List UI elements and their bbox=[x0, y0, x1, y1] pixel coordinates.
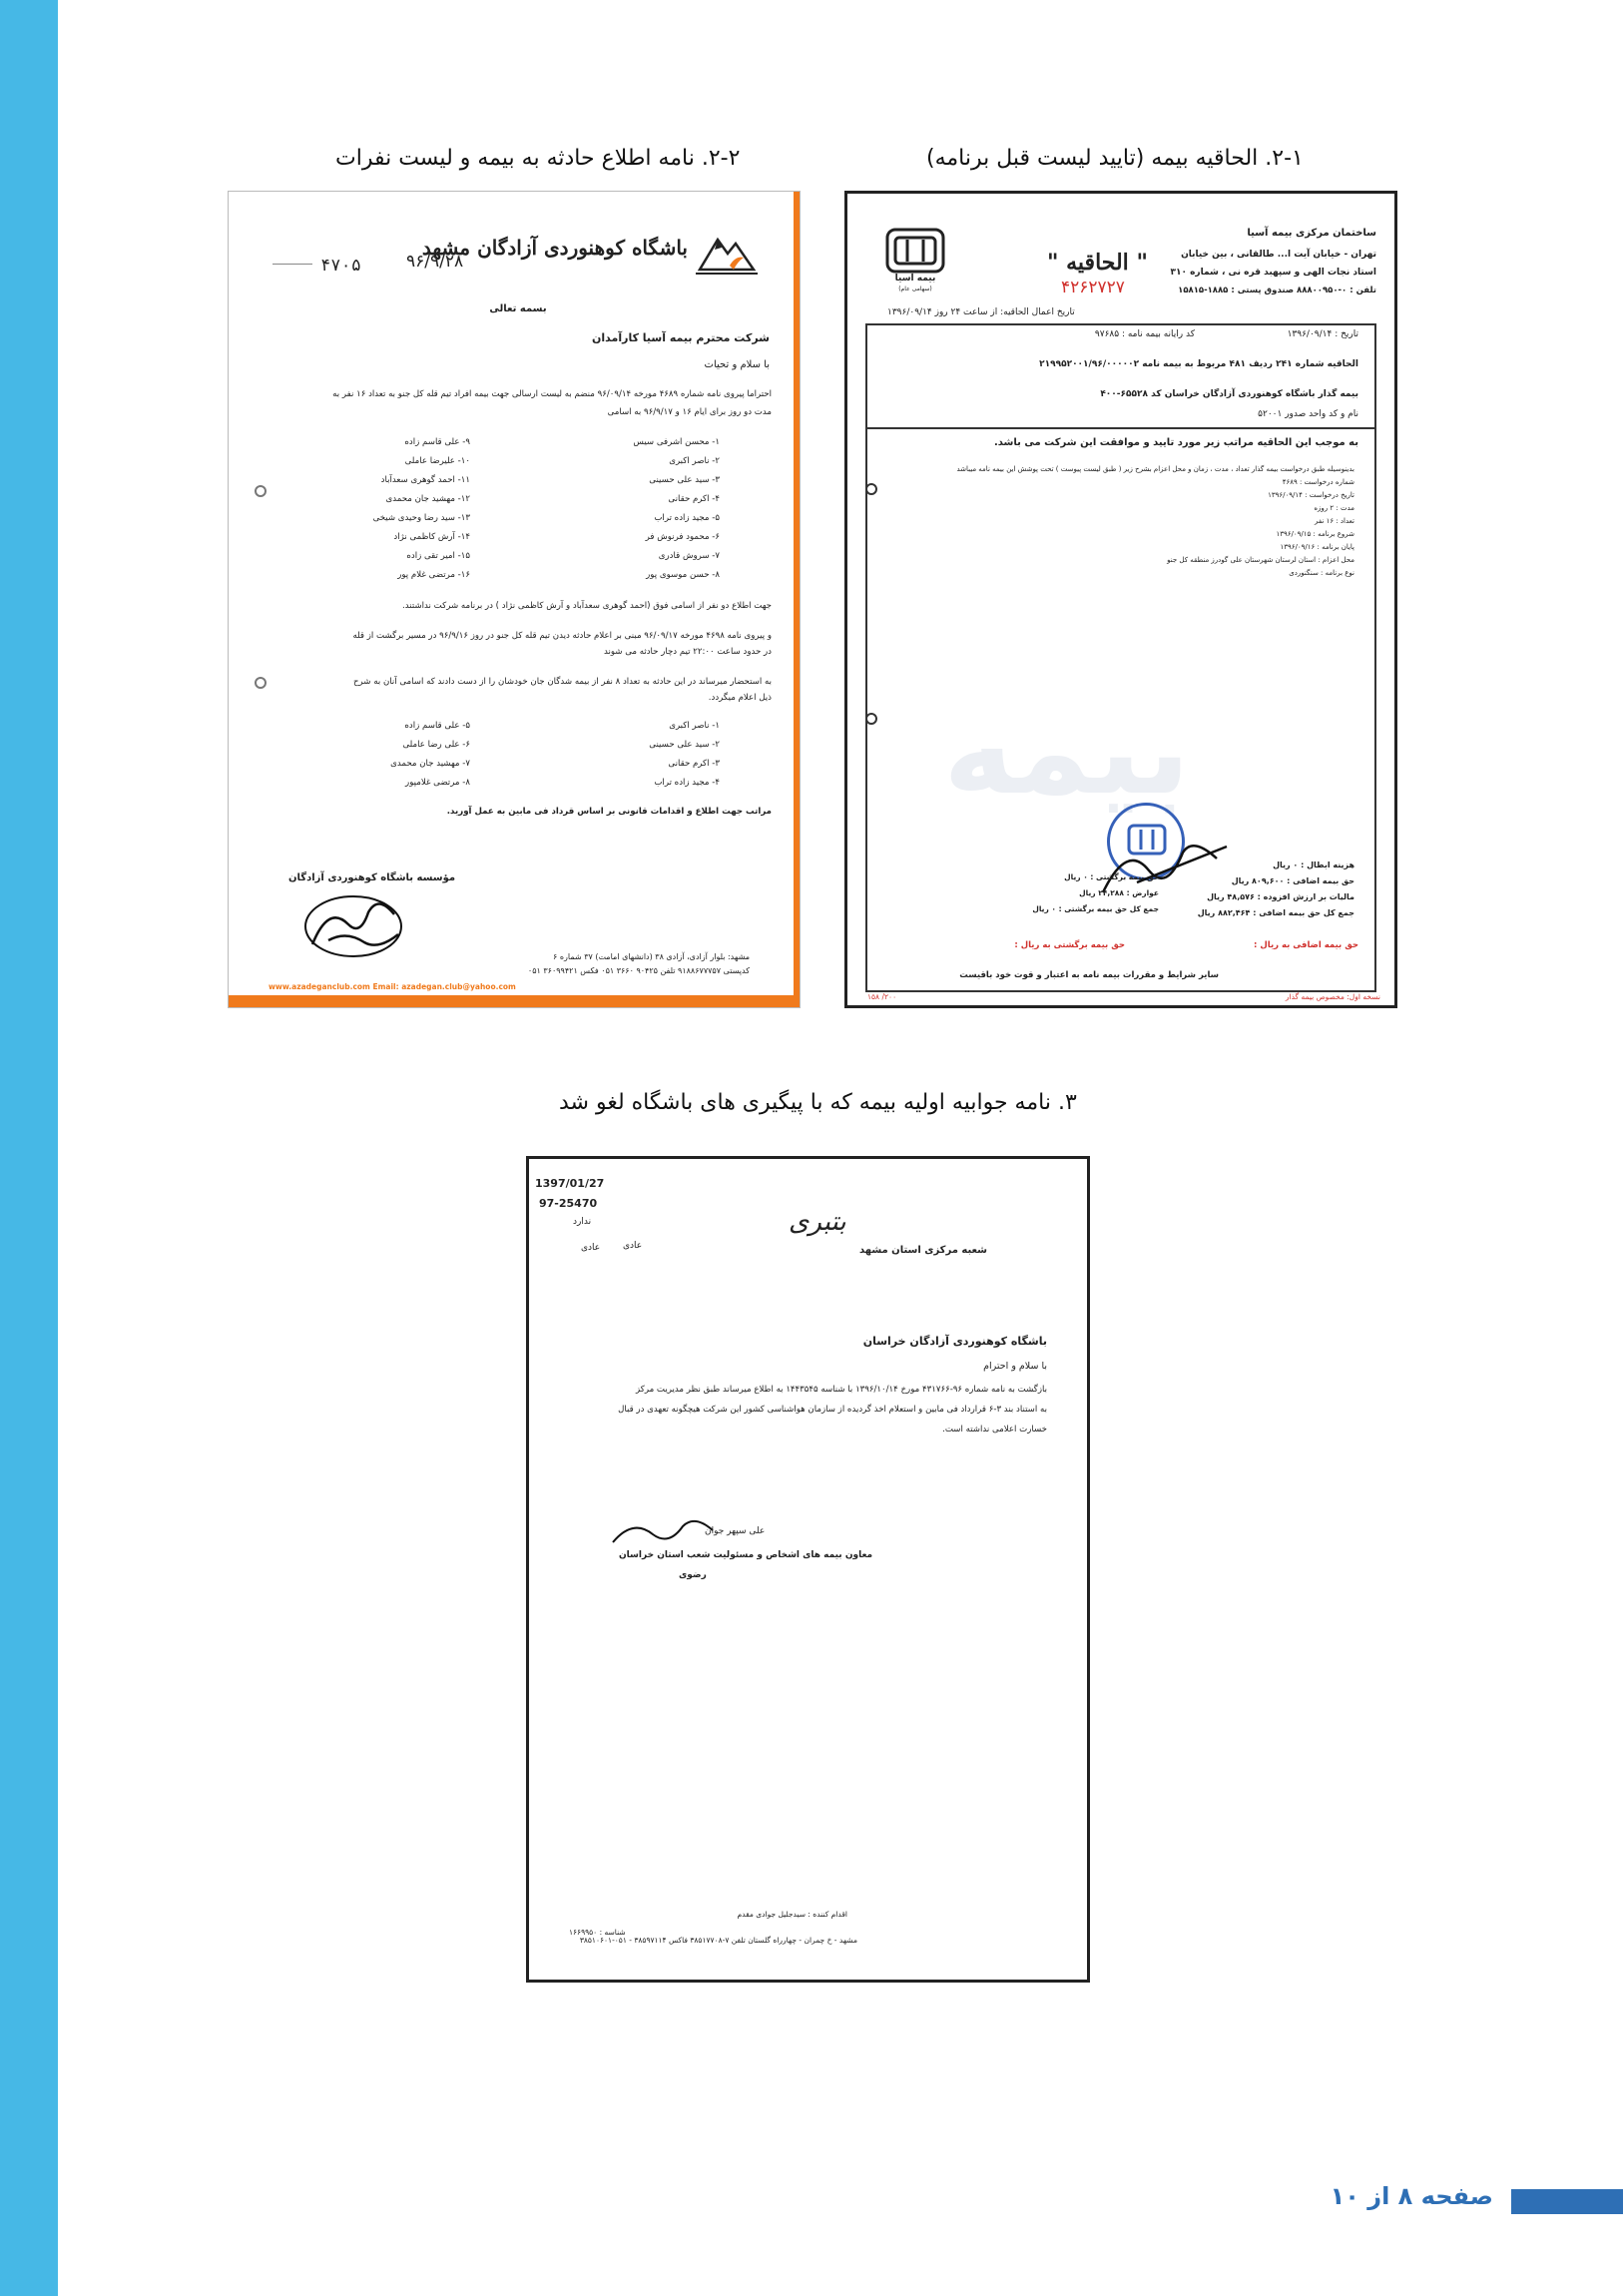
list-item: نوع برنامه : سنگنوردی bbox=[1289, 569, 1354, 577]
copy-note: نسخه اول: مخصوص بیمه گذار bbox=[1285, 992, 1380, 1001]
list-item: ۱۴- آرش کاظمی نژاد bbox=[393, 532, 470, 542]
signer-title-2: رضوی bbox=[679, 1570, 707, 1580]
logo-text: بیمه آسیا bbox=[894, 274, 936, 284]
endorsement-serial: ۴۲۶۲۷۲۷ bbox=[1061, 278, 1125, 297]
reply-id: شناسه : ۱۶۶۹۹۵۰ bbox=[569, 1928, 626, 1937]
reply-body-2: به استناد بند ۳-۶ قرارداد فی مابین و استعلام اخذ گردیده از سازمان هواشناسی کشور این شرکت هیچگونه تعهدی در قبال bbox=[618, 1405, 1047, 1415]
caption-accident-letter: ۲-۲. نامه اطلاع حادثه به بیمه و لیست نفرات bbox=[335, 146, 741, 171]
list-item: ۹- علی قاسم زاده bbox=[404, 437, 470, 447]
footer-address-2: کدپستی ۹۱۸۸۶۷۷۷۵۷ تلفن ۹۰۴۲۵ ۳۶۶۰ ۰۵۱ فکس ۳۶۰۹۹۴۲۱ ۰۵۱ bbox=[527, 966, 750, 975]
reply-body-3: خسارت اعلامی نداشته است. bbox=[942, 1425, 1047, 1435]
footer-web: www.azadeganclub.com Email: azadegan.club@yahoo.com bbox=[269, 982, 516, 991]
asia-insurance-logo-icon bbox=[885, 228, 945, 274]
signer-name: علی سپهر جوان bbox=[705, 1526, 766, 1536]
list-item: ۷- مهشید جان محمدی bbox=[390, 759, 470, 769]
date-rule bbox=[272, 264, 312, 265]
list-item: ۷- سروش قادری bbox=[658, 551, 720, 561]
list-item: ۱۲- مهشید جان محمدی bbox=[385, 494, 470, 504]
punch-hole bbox=[255, 677, 267, 689]
list-item: حق بیمه برگشتی : ۰ ریال bbox=[1064, 872, 1159, 881]
list-item: جمع کل حق بیمه برگشتی : ۰ ریال bbox=[1032, 904, 1159, 913]
list-item: شماره درخواست : ۴۶۸۹ bbox=[1282, 478, 1354, 486]
side-color-bar bbox=[0, 0, 58, 2296]
list-item: عوارض : ۲۴,۲۸۸ ریال bbox=[1079, 888, 1159, 897]
list-item: ۲- ناصر اکبری bbox=[669, 456, 720, 466]
reply-attachment: ندارد bbox=[573, 1217, 592, 1227]
insurer-building: ساختمان مرکزی بیمه آسیا bbox=[1247, 228, 1376, 239]
list-item: حق بیمه اضافی : ۸۰۹,۶۰۰ ریال bbox=[1231, 876, 1354, 885]
form-code: ۲۰۰/ ۱۵۸ bbox=[867, 992, 897, 1001]
list-item: ۴- اکرم حقانی bbox=[668, 494, 720, 504]
terms-line: سایر شرایط و مقررات بیمه نامه به اعتبار و قوت خود باقیست bbox=[959, 970, 1219, 980]
page-number-bar bbox=[1511, 2189, 1623, 2214]
endorsement-title: " الحاقیه " bbox=[1047, 250, 1148, 276]
list-item: ۱- ناصر اکبری bbox=[669, 721, 720, 731]
paragraph-4-line-1: به استحضار میرساند در این حادثه به تعداد ۸ نفر از بیمه شدگان جان خودشان را از دست دادند که اسامی آنان به شرح bbox=[353, 677, 772, 687]
list-item: مدت : ۲ روزه bbox=[1314, 504, 1354, 512]
endorsement-number-row: الحاقیه شماره ۲۴۱ ردیف ۴۸۱ مربوط به بیمه نامه ۲۱۹۹۵۲۰۰۱/۹۶/۰۰۰۰۰۲ bbox=[1039, 359, 1358, 369]
punch-hole bbox=[865, 483, 877, 495]
signature-stamp bbox=[298, 884, 408, 964]
list-item: ۸- مرتضی غلامپور bbox=[405, 778, 470, 788]
list-item: ۳- سید علی حسینی bbox=[649, 475, 720, 485]
insurer-watermark: بیمه bbox=[943, 683, 1191, 822]
list-item: ۲- سید علی حسینی bbox=[649, 740, 720, 750]
reply-branch: شعبه مرکزی استان مشهد bbox=[858, 1245, 987, 1256]
insurer-logo bbox=[885, 228, 945, 297]
reply-greeting: با سلام و احترام bbox=[983, 1361, 1047, 1372]
list-item: ۱- محسن اشرفی سیس bbox=[633, 437, 720, 447]
logo-subtext: (سهامی عام) bbox=[898, 286, 932, 292]
punch-hole bbox=[255, 485, 267, 497]
addressee: شرکت محترم بیمه آسیا کارآمدان bbox=[592, 331, 770, 344]
issue-date: تاریخ : ۱۳۹۶/۰۹/۱۴ bbox=[1287, 329, 1358, 339]
list-item: ۸- حسن موسوی پور bbox=[646, 570, 720, 580]
list-item: ۶- محمود فرنوش فر bbox=[645, 532, 720, 542]
list-item: ۱۵- امیر تقی زاده bbox=[406, 551, 470, 561]
list-item: محل اعزام : استان لرستان شهرستان علی گودرز منطقه کل جنو bbox=[1167, 556, 1354, 564]
footer-address-1: مشهد: بلوار آزادی، آزادی ۳۸ (دانشهای امامت) ۳۷ شماره ۶ bbox=[552, 952, 750, 961]
paragraph-3-line-1: و پیروی نامه ۴۶۹۸ مورخه ۹۶/۰۹/۱۷ مبنی بر اعلام حادثه دیدن تیم قله کل جنو در روز ۹۶/۹/۱۶ در مسیر برگشت از قله bbox=[352, 631, 772, 641]
list-item: ۳- اکرم حقانی bbox=[668, 759, 720, 769]
letter-date: ۹۶/۹/۲۸ bbox=[406, 252, 464, 272]
invocation: بسمه تعالی bbox=[489, 303, 547, 314]
paragraph-1-line-1: احتراما پیروی نامه شماره ۴۶۸۹ مورخه ۹۶/۰۹/۱۴ منضم به لیست ارسالی جهت بیمه افراد تیم قله کل جنو به تعداد ۱۶ نفر به bbox=[332, 389, 772, 399]
prepared-by: اقدام کننده : سیدجلیل جوادی مقدم bbox=[737, 1910, 847, 1919]
paragraph-2: جهت اطلاع دو نفر از اسامی فوق (احمد گوهری سعدآباد و آرش کاظمی نژاد ) در برنامه شرکت نداشتند. bbox=[402, 601, 772, 611]
punch-hole bbox=[865, 713, 877, 725]
reply-date: 1397/01/27 bbox=[535, 1177, 605, 1190]
paragraph-3-line-2: در حدود ساعت ۲۲:۰۰ تیم دچار حادثه می شوند bbox=[603, 647, 772, 657]
list-item: ۱۰- علیرضا عاملی bbox=[404, 456, 470, 466]
accident-notice-letter-scan bbox=[228, 191, 801, 1008]
page-number: صفحه ۸ از ۱۰ bbox=[1330, 2182, 1493, 2210]
list-item: تاریخ درخواست : ۱۳۹۶/۰۹/۱۴ bbox=[1268, 491, 1354, 499]
list-item: ۵- مجید زاده تراب bbox=[654, 513, 720, 523]
closing-line: مراتب جهت اطلاع و اقدامات قانونی بر اساس قرداد فی مابین به عمل آورید. bbox=[446, 807, 772, 817]
list-item: ۱۶- مرتضی غلام پور bbox=[397, 570, 470, 580]
insurer-address-2: استاد نجات الهی و سپهبد قره نی ، شماره ۳۱۰ bbox=[1170, 268, 1376, 278]
insurer-address-1: تهران - خیابان آیت ا... طالقانی ، بین خیابان bbox=[1181, 250, 1376, 260]
premium-add-label: حق بیمه اضافی به ریال : bbox=[1254, 940, 1358, 950]
club-mountain-logo-icon bbox=[690, 226, 764, 286]
reply-addressee: باشگاه کوهنوردی آزادگان خراسان bbox=[862, 1335, 1047, 1348]
insurance-endorsement-scan bbox=[844, 191, 1397, 1008]
box-divider bbox=[865, 427, 1376, 429]
list-item: پایان برنامه : ۱۳۹۶/۰۹/۱۶ bbox=[1280, 543, 1354, 551]
letter-ref-number: ۴۷۰۵ bbox=[320, 256, 361, 276]
premium-return-label: حق بیمه برگشتی به ریال : bbox=[1014, 940, 1125, 950]
insured-row: بیمه گذار باشگاه کوهنوردی آزادگان خراسان کد ۶۵۵۲۸-۴۰۰ bbox=[1100, 389, 1358, 399]
paragraph-1-line-2: مدت دو روز برای ایام ۱۶ و ۹۶/۹/۱۷ به اسامی bbox=[607, 407, 772, 417]
paragraph-4-line-2: ذیل اعلام میگردد. bbox=[708, 693, 772, 703]
confirmation-line: به موجب این الحاقیه مراتب زیر مورد تایید و موافقت این شرکت می باشد. bbox=[993, 437, 1358, 448]
list-item: ۶- علی رضا عاملی bbox=[402, 740, 470, 750]
signer-title: معاون بیمه های اشخاص و مسئولیت شعب استان خراسان bbox=[619, 1550, 873, 1560]
reply-class-2: عادی bbox=[623, 1241, 643, 1251]
caption-endorsement: ۲-۱. الحاقیه بیمه (تایید لیست قبل برنامه) bbox=[926, 146, 1304, 171]
reply-class-1: عادی bbox=[581, 1243, 601, 1253]
insurer-reply-letter-scan bbox=[526, 1156, 1090, 1983]
insurer-phone: تلفن : ۰-۸۸۸۰۰۹۵۰ صندوق پستی : ۱۸۸۵-۱۵۸۱۵ bbox=[1178, 286, 1376, 295]
issuing-unit-row: نام و کد واحد صدور ۵۲۰۰۱ bbox=[1258, 409, 1358, 419]
list-item: شروع برنامه : ۱۳۹۶/۰۹/۱۵ bbox=[1276, 530, 1354, 538]
caption-reply-letter: ۳. نامه جوابیه اولیه بیمه که با پیگیری های باشگاه لغو شد bbox=[559, 1090, 1077, 1115]
signatory: مؤسسه باشگاه کوهنوردی آزادگان bbox=[288, 872, 456, 883]
list-item: ۴- مجید زاده تراب bbox=[654, 778, 720, 788]
computer-code: کد رایانه بیمه نامه : ۹۷۶۸۵ bbox=[1094, 329, 1195, 339]
reply-address: مشهد - خ چمران - چهارراه گلستان تلفن ۷-۳۸۵۱۷۷۰۸ فاکس ۳۸۵۹۷۱۱۴ - ۰۵۱-۳۸۵۱۰۶۰۱ bbox=[579, 1936, 857, 1945]
validity-line: تاریخ اعمال الحاقیه: از ساعت ۲۴ روز ۱۳۹۶/۰۹/۱۴ bbox=[887, 307, 1075, 317]
club-name-header: باشگاه کوهنوردی آزادگان مشهد bbox=[421, 236, 688, 260]
list-item: تعداد : ۱۶ نفر bbox=[1315, 517, 1354, 525]
letterhead-foot-band bbox=[229, 995, 801, 1007]
list-item: ۱۱- احمد گوهری سعدآباد bbox=[380, 475, 470, 485]
list-item: هزینه ابطال : ۰ ریال bbox=[1273, 861, 1354, 869]
list-item: ۱۳- سید رضا وحیدی شیخی bbox=[372, 513, 470, 523]
reply-signature bbox=[609, 1512, 719, 1552]
reply-body-1: بازگشت به نامه شماره ۹۶-۴۳۱۷۶۶ مورخ ۱۳۹۶/۱۰/۱۴ با شناسه ۱۴۴۳۵۴۵ به اطلاع میرساند طبق نظر مدیریت مرکز bbox=[636, 1385, 1047, 1395]
letterhead-edge bbox=[794, 192, 800, 1008]
reply-number: 97-25470 bbox=[539, 1197, 598, 1210]
list-item: بدینوسیله طبق درخواست بیمه گذار تعداد ، مدت ، زمان و محل اعزام بشرح زیر ( طبق لیست پیوست ) تحت پوشش این بیمه نامه میباشد bbox=[956, 465, 1354, 473]
reply-header-mark: بتبری bbox=[789, 1207, 846, 1237]
list-item: جمع کل حق بیمه اضافی : ۸۸۲,۴۶۴ ریال bbox=[1197, 908, 1354, 917]
list-item: ۵- علی قاسم زاده bbox=[404, 721, 470, 731]
greeting: با سلام و تحیات bbox=[704, 359, 770, 370]
list-item: مالیات بر ارزش افزوده : ۴۸,۵۷۶ ریال bbox=[1207, 892, 1354, 901]
